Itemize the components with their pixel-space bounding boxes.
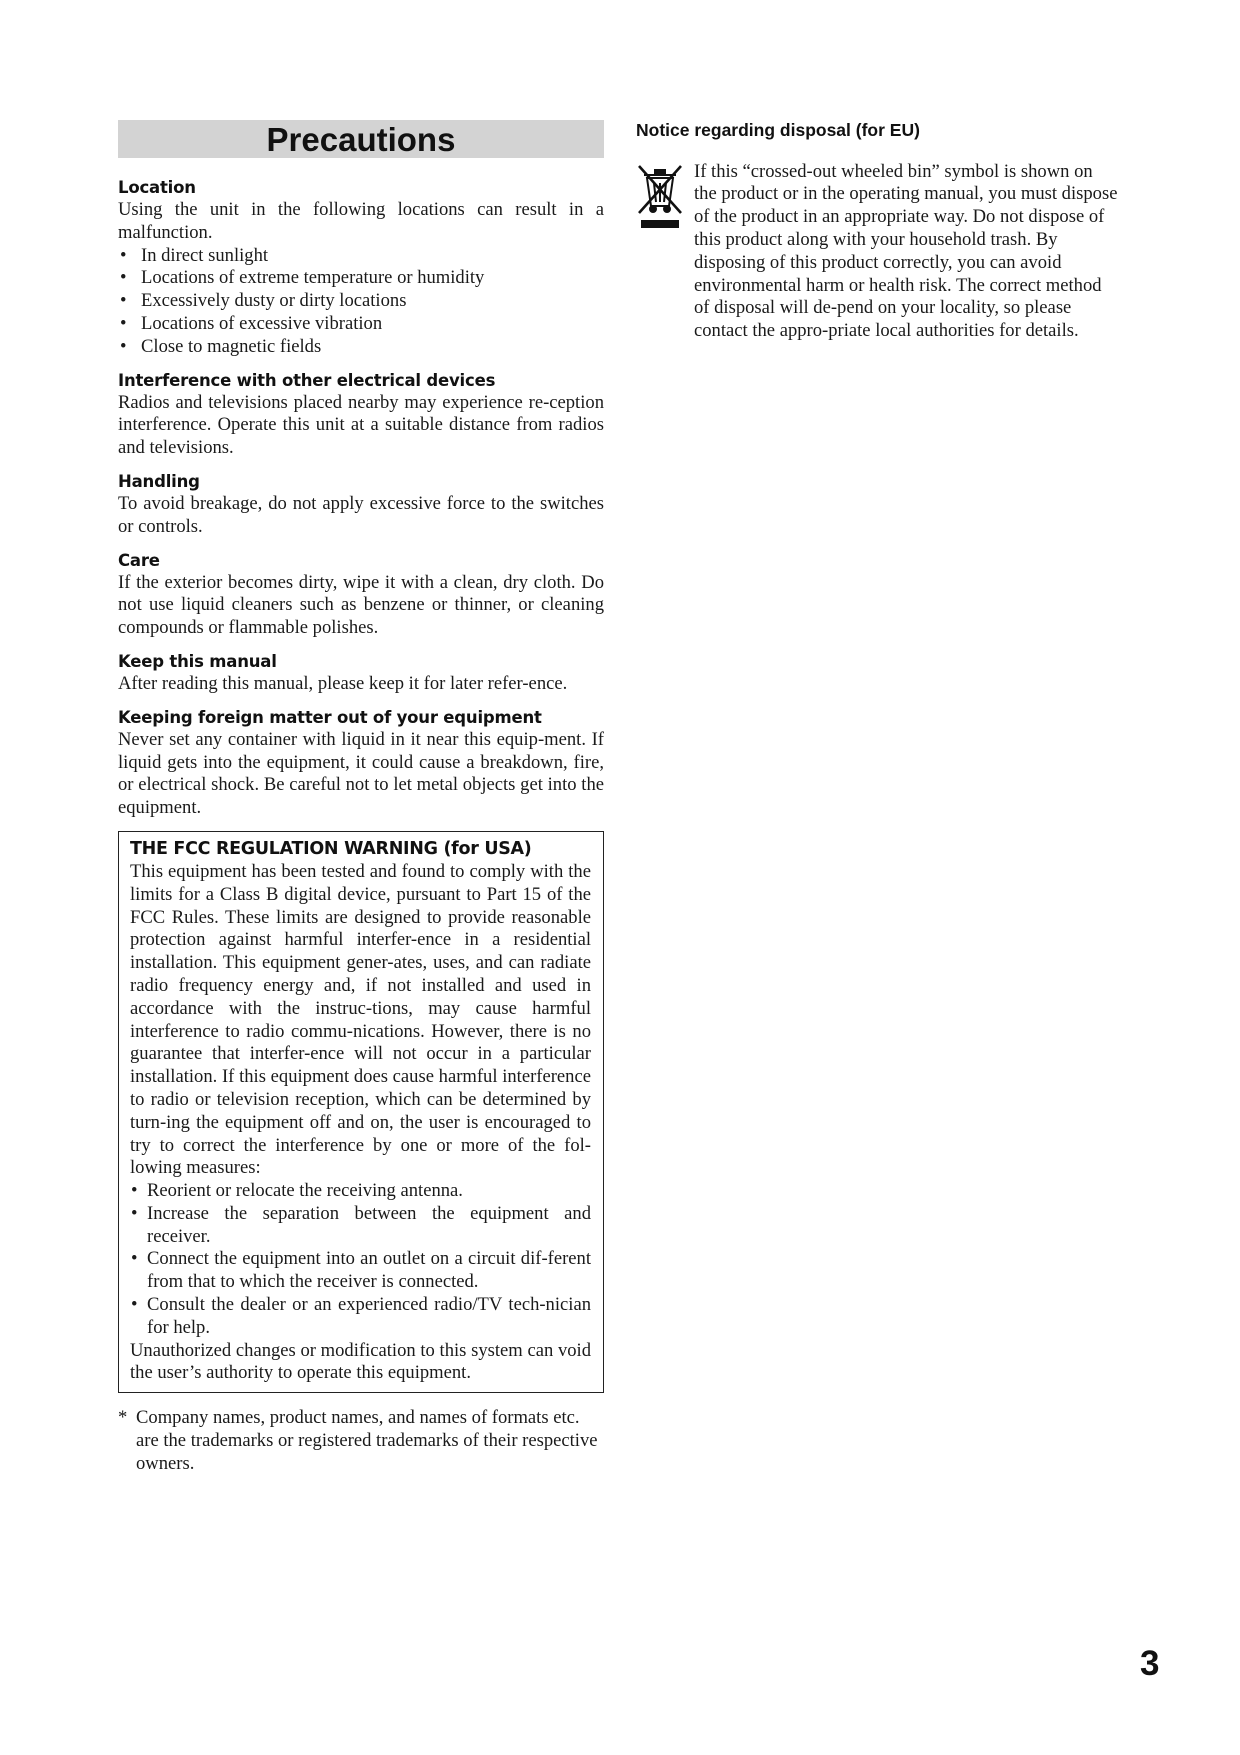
section-text: After reading this manual, please keep it for later refer-ence. [118, 672, 568, 694]
footnote-marker: * [118, 1407, 128, 1429]
list-item: • Close to magnetic fields [118, 336, 604, 359]
section-heading: Keeping foreign matter out of your equipment [118, 707, 542, 727]
eu-notice-text: If this “crossed-out wheeled bin” symbol is shown on the product or in the operating manual, you must dispose of the product in an appropriate way. Do not dispose of this product along with your household trash. By disposing of this product correctly, you can avoid environmental harm or health risk. The correct method of disposal will de-pend on your locality, so please contact the appro-priate local authorities for details. [694, 160, 1118, 342]
section-care [118, 550, 604, 640]
footnote-text: Company names, product names, and names of formats etc. are the trademarks or registered trademarks of their respective owners. [136, 1407, 598, 1474]
section-heading: Interference with other electrical devices [118, 370, 496, 390]
list-item: • Excessively dusty or dirty locations [118, 290, 604, 313]
section-foreign-matter [118, 707, 604, 820]
list-item: • Connect the equipment into an outlet on a circuit dif-ferent from that to which the receiver is connected. [130, 1248, 591, 1294]
section-location [118, 177, 604, 359]
list-item: • Locations of excessive vibration [118, 313, 604, 336]
list-item: • In direct sunlight [118, 245, 604, 268]
right-column [636, 118, 1120, 362]
section-text: Radios and televisions placed nearby may experience re-ception interference. Operate this unit at a suitable distance from radios and televisions. [118, 391, 604, 459]
section-text: To avoid breakage, do not apply excessive force to the switches or controls. [118, 492, 604, 537]
location-bullet-list [118, 245, 604, 359]
section-handling [118, 471, 604, 539]
section-interference [118, 370, 604, 460]
fcc-text: This equipment has been tested and found to comply with the limits for a Class B digital device, pursuant to Part 15 of the FCC Rules. These limits are designed to provide reasonable protection against harmful interfer-ence in a residential installation. This equipment gener-ates, uses, and can radiate radio frequency energy and, if not installed and used in accordance with the instruc-tions, may cause harmful interference to radio commu-nications. However, there is no guarantee that interfer-ence will not occur in a particular installation. If this equipment does cause harmful interference to radio or television reception, which can be determined by turn-ing the equipment off and on, the user is encouraged to try to correct the interference by one or more of the fol-lowing measures: [130, 860, 591, 1179]
fcc-warning-box [118, 831, 604, 1393]
list-item: • Consult the dealer or an experienced radio/TV tech-nician for help. [130, 1294, 591, 1340]
section-text: Using the unit in the following locations can result in a malfunction. [118, 199, 604, 243]
page-number: 3 [1140, 1644, 1160, 1683]
left-column [118, 120, 604, 1476]
eu-notice [636, 161, 1120, 343]
section-keep-manual [118, 651, 604, 696]
section-heading: Location [118, 178, 196, 197]
page-title: Precautions [118, 120, 604, 158]
section-heading: Care [118, 550, 160, 570]
section-heading: Keep this manual [118, 651, 277, 671]
list-item: • Reorient or relocate the receiving antenna. [130, 1180, 591, 1203]
fcc-bullet-list [130, 1180, 591, 1340]
fcc-closing-text: Unauthorized changes or modification to this system can void the user’s authority to operate this equipment. [130, 1339, 591, 1384]
section-text: If the exterior becomes dirty, wipe it with a clean, dry cloth. Do not use liquid cleaners such as benzene or thinner, or cleaning compounds or flammable polishes. [118, 571, 604, 639]
fcc-heading: THE FCC REGULATION WARNING (for USA) [130, 838, 532, 859]
section-text: Never set any container with liquid in it near this equip-ment. If liquid gets into the equipment, it could cause a breakdown, fire, or electrical shock. Be careful not to let metal objects get into the equipment. [118, 728, 604, 819]
trademark-footnote [118, 1407, 604, 1475]
list-item: • Locations of extreme temperature or humidity [118, 267, 604, 290]
crossed-out-wheeled-bin-icon [636, 163, 684, 231]
section-heading: Handling [118, 471, 200, 491]
eu-notice-heading: Notice regarding disposal (for EU) [636, 120, 920, 140]
list-item: • Increase the separation between the equipment and receiver. [130, 1203, 591, 1249]
